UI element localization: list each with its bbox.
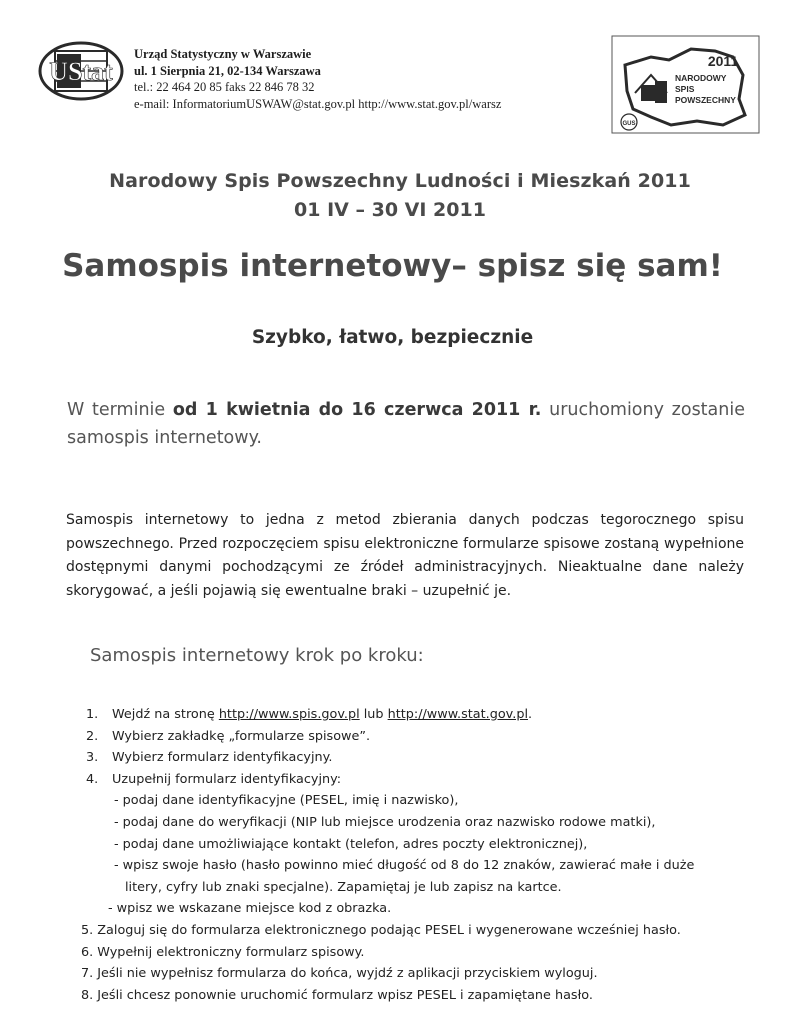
step-text: Wejdź na stronę xyxy=(112,707,219,722)
org-name: Urząd Statystyczny w Warszawie xyxy=(134,47,312,61)
list-subitem: - wpisz we wskazane miejsce kod z obrazka. xyxy=(108,901,392,917)
step-text: . xyxy=(528,707,533,722)
list-item xyxy=(86,769,694,791)
list-item xyxy=(86,726,694,748)
emblem-line2: SPIS xyxy=(675,84,695,94)
step-text: lub xyxy=(359,707,388,722)
headline: Samospis internetowy– spisz się sam! xyxy=(62,248,723,284)
list-item xyxy=(86,747,694,769)
org-phones: tel.: 22 464 20 85 faks 22 846 78 32 xyxy=(134,80,315,94)
steps-list xyxy=(81,704,695,1006)
spis-link[interactable]: http://www.spis.gov.pl xyxy=(218,707,360,722)
ustat-logo xyxy=(37,40,125,102)
step-text: Wybierz zakładkę „formularze spisowe”. xyxy=(112,728,371,744)
step-number: 2. xyxy=(86,728,99,744)
intro-dates: od 1 kwietnia do 16 czerwca 2011 r. xyxy=(172,400,542,420)
list-item: 7. Jeśli nie wypełnisz formularza do końca, wyjdź z aplikacji przyciskiem wyloguj. xyxy=(81,966,598,982)
logo-text: UStat xyxy=(49,57,113,86)
step-number: 1. xyxy=(86,707,99,722)
emblem-line3: POWSZECHNY xyxy=(675,95,736,105)
organization-info xyxy=(134,46,501,112)
intro-text xyxy=(67,396,745,452)
step-text: Uzupełnij formularz identyfikacyjny: xyxy=(112,771,342,787)
census-emblem xyxy=(611,35,760,134)
step-text: Wybierz formularz identyfikacyjny. xyxy=(112,750,333,766)
steps-heading: Samospis internetowy krok po kroku: xyxy=(90,645,424,666)
intro-after: uruchomiony zostanie samospis internetowy. xyxy=(67,400,745,448)
step-number: 3. xyxy=(86,750,99,766)
stat-link[interactable]: http://www.stat.gov.pl xyxy=(387,707,528,722)
description-paragraph: Samospis internetowy to jedna z metod zbierania danych podczas tegorocznego spisu powszechnego. Przed rozpoczęciem spisu elektroniczne formularze spisowe zostaną wypełnione dostępnymi danymi pochodzącymi ze źródeł administracyjnych. Nieaktualne dane należy skorygować, a jeśli pojawią się ewentualne braki – uzupełnić je. xyxy=(66,512,744,599)
list-subitem: - podaj dane do weryfikacji (NIP lub miejsce urodzenia oraz nazwisko rodowe matki), xyxy=(114,814,656,830)
intro-before: W terminie xyxy=(67,400,173,420)
census-title: Narodowy Spis Powszechny Ludności i Mieszkań 2011 xyxy=(109,170,691,192)
list-subitem-continued: litery, cyfry lub znaki specjalne). Zapamiętaj je lub zapisz na kartce. xyxy=(125,879,562,895)
org-contact: e-mail: InformatoriumUSWAW@stat.gov.pl http://www.stat.gov.pl/warsz xyxy=(134,96,502,111)
list-subitem: - podaj dane identyfikacyjne (PESEL, imię i nazwisko), xyxy=(114,793,459,809)
step-number: 4. xyxy=(86,771,99,787)
list-subitem: - wpisz swoje hasło (hasło powinno mieć długość od 8 do 12 znaków, zawierać małe i duże xyxy=(114,858,695,874)
census-dates: 01 IV – 30 VI 2011 xyxy=(294,199,486,221)
list-item xyxy=(86,704,694,726)
tagline: Szybko, łatwo, bezpiecznie xyxy=(251,327,534,348)
emblem-line1: NARODOWY xyxy=(675,73,727,83)
gus-badge: GUS xyxy=(622,121,636,127)
list-subitem: - podaj dane umożliwiające kontakt (telefon, adres poczty elektronicznej), xyxy=(114,836,588,852)
list-item: 5. Zaloguj się do formularza elektronicznego podając PESEL i wygenerowane wcześniej hasło. xyxy=(81,922,681,938)
emblem-year: 2011 xyxy=(707,53,739,69)
org-address: ul. 1 Sierpnia 21, 02-134 Warszawa xyxy=(134,63,321,78)
list-item: 8. Jeśli chcesz ponownie uruchomić formularz wpisz PESEL i zapamiętane hasło. xyxy=(81,987,593,1003)
list-item: 6. Wypełnij elektroniczny formularz spisowy. xyxy=(81,944,365,960)
